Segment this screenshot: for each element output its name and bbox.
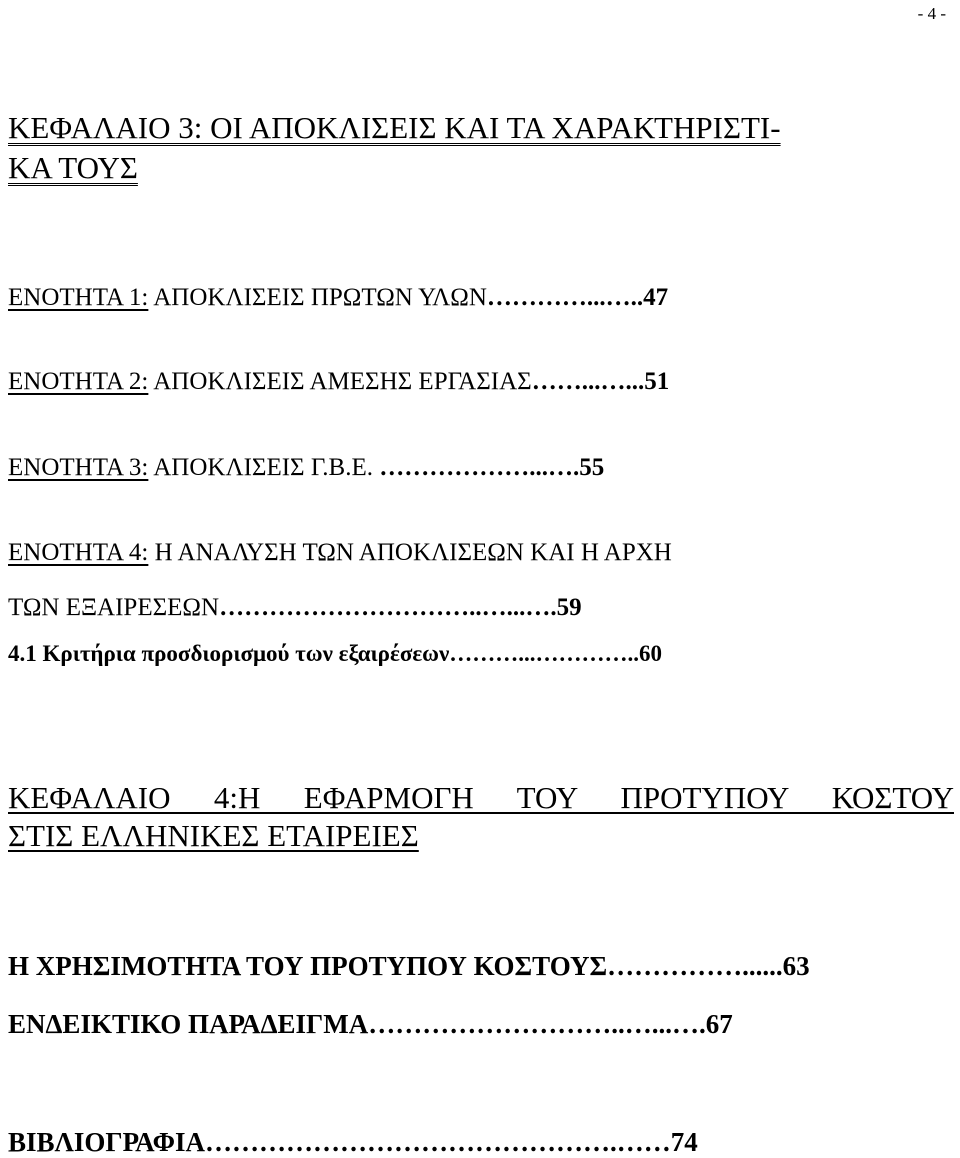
- section-3-leader: ………………...….: [379, 454, 580, 481]
- section-4-title-line-1: Η ΑΝΑΛΥΣΗ ΤΩΝ ΑΠΟΚΛΙΣΕΩΝ ΚΑΙ Η ΑΡΧΗ: [148, 539, 672, 566]
- section-3-page: 55: [579, 454, 605, 481]
- section-1-title: ΑΠΟΚΛΙΣΕΙΣ ΠΡΩΤΩΝ ΥΛΩΝ: [148, 284, 487, 311]
- toc-entry-section-4-line-2[interactable]: [8, 593, 582, 623]
- entry-2-page: 67: [705, 1009, 733, 1039]
- section-2-label: ΕΝΟΤΗΤΑ 2:: [8, 368, 149, 395]
- section-4-label: ΕΝΟΤΗΤΑ 4:: [8, 539, 149, 566]
- chapter-4-heading-line-1: ΚΕΦΑΛΑΙΟ 4:Η ΕΦΑΡΜΟΓΗ ΤΟΥ ΠΡΟΤΥΠΟΥ ΚΟΣΤΟΥ: [8, 780, 954, 815]
- entry-3-title: ΒΙΒΛΙΟΓΡΑΦΙΑ: [8, 1127, 206, 1157]
- toc-entry-section-3[interactable]: [8, 453, 604, 483]
- entry-1-leader: ……………......: [607, 951, 783, 981]
- toc-entry-section-4-line-1[interactable]: [8, 538, 672, 568]
- page-number: - 4 -: [917, 4, 946, 23]
- entry-1-title: Η ΧΡΗΣΙΜΟΤΗΤΑ ΤΟΥ ΠΡΟΤΥΠΟΥ ΚΟΣΤΟΥΣ: [8, 951, 608, 981]
- section-1-label: ΕΝΟΤΗΤΑ 1:: [8, 284, 149, 311]
- section-1-leader: …………...…..: [486, 284, 644, 311]
- section-4-title-line-2: ΤΩΝ ΕΞΑΙΡΕΣΕΩΝ: [8, 594, 220, 621]
- subsection-4-1-leader: ………...…………..: [449, 641, 639, 666]
- section-2-title: ΑΠΟΚΛΙΣΕΙΣ ΑΜΕΣΗΣ ΕΡΓΑΣΙΑΣ: [148, 368, 532, 395]
- toc-entry-section-1[interactable]: [8, 283, 668, 313]
- toc-entry-subsection-4-1[interactable]: [8, 640, 662, 668]
- toc-entry-bibliography[interactable]: [8, 1126, 698, 1158]
- entry-2-leader: ………………………..…...….: [368, 1009, 706, 1039]
- toc-entry-standard-cost-usefulness[interactable]: [8, 950, 810, 982]
- section-3-title: ΑΠΟΚΛΙΣΕΙΣ Γ.Β.Ε.: [148, 454, 380, 481]
- chapter-3-heading-line-2: ΚΑ ΤΟΥΣ: [8, 150, 138, 185]
- section-1-page: 47: [643, 284, 669, 311]
- entry-2-title: ΕΝΔΕΙΚΤΙΚΟ ΠΑΡΑΔΕΙΓΜΑ: [8, 1009, 369, 1039]
- chapter-4-heading-line-2: ΣΤΙΣ ΕΛΛΗΝΙΚΕΣ ΕΤΑΙΡΕΙΕΣ: [8, 818, 419, 853]
- section-4-leader: …………………………..…...….: [219, 594, 557, 621]
- subsection-4-1-title: 4.1 Κριτήρια προσδιορισμού των εξαιρέσεων: [8, 641, 450, 666]
- entry-3-leader: ……………………………………….……: [205, 1127, 671, 1157]
- chapter-3-heading-line-1: ΚΕΦΑΛΑΙΟ 3: ΟΙ ΑΠΟΚΛΙΣΕΙΣ ΚΑΙ ΤΑ ΧΑΡΑΚΤΗΡΙΣΤΙ-: [8, 110, 781, 145]
- section-2-leader: ……...…...: [531, 368, 645, 395]
- toc-entry-section-2[interactable]: [8, 367, 669, 397]
- section-4-page: 59: [556, 594, 582, 621]
- entry-3-page: 74: [670, 1127, 698, 1157]
- toc-entry-indicative-example[interactable]: [8, 1008, 733, 1040]
- entry-1-page: 63: [782, 951, 810, 981]
- section-3-label: ΕΝΟΤΗΤΑ 3:: [8, 454, 149, 481]
- subsection-4-1-page: 60: [639, 641, 662, 666]
- section-2-page: 51: [644, 368, 670, 395]
